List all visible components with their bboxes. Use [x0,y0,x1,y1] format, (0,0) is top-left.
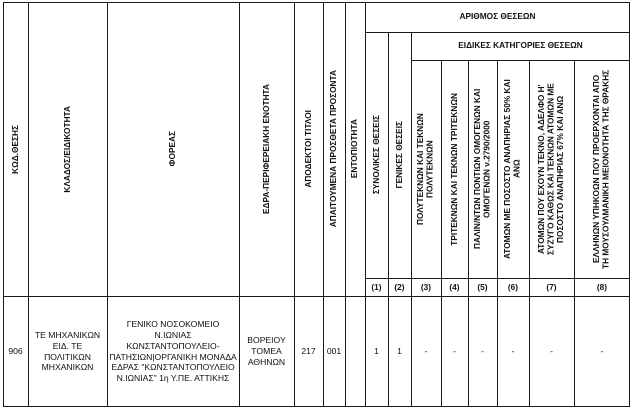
row-value-8: - [600,346,604,357]
header-cat-teknon-anapiria [529,60,574,278]
header-cat-thrakis-label: ΕΛΛΗΝΩΝ ΥΠΗΚΟΩΝ ΠΟΥ ΠΡΟΕΡΧΟΝΤΑΙ ΑΠΟ ΤΗ ΜΟΥΣΟΥΛΜΑΝΙΚΗ ΜΕΙΟΝΟΤΗΤΑ ΤΗΣ ΘΡΑΚΗΣ [591,69,611,269]
row-value-7: - [550,346,553,357]
row-value-2: 1 [397,346,402,357]
header-cat-polyteknon-label: ΠΟΛΥΤΕΚΝΩΝ ΚΑΙ ΤΕΚΝΩΝ ΠΟΛΥΤΕΚΝΩΝ [415,113,435,225]
header-cat-triteknon [441,60,468,278]
header-cat-polyteknon [411,60,441,278]
header-kod-thesis-label: ΚΩΔ.ΘΕΣΗΣ [9,124,20,174]
header-entopiotita-label: ΕΝΤΟΠΙΟΤΗΤΑ [349,119,360,179]
row-value-4: - [453,346,456,357]
header-genikes-label: ΓΕΝΙΚΕΣ ΘΕΣΕΙΣ [393,121,404,189]
header-cat-anapiria [497,60,529,278]
col-number-1: (1) [371,282,382,292]
col-number-6: (6) [507,282,519,292]
header-foreas [107,2,239,296]
col-number-4: (4) [449,282,460,292]
header-synolikes [365,32,388,278]
header-genikes [388,32,411,278]
header-cat-thrakis [574,60,630,278]
header-synolikes-label: ΣΥΝΟΛΙΚΕΣ ΘΕΣΕΙΣ [370,115,381,195]
header-kladas [28,2,107,296]
header-apodektoi-label: ΑΠΟΔΕΚΤΟΙ ΤΙΤΛΟΙ [302,110,313,188]
header-foreas-label: ΦΟΡΕΑΣ [167,131,178,167]
row-entopiotita [345,296,365,407]
row-apaitoumena: 001 [326,346,342,357]
col-number-8: (8) [596,282,608,292]
header-kladas-label: ΚΛΑΔΟΣ/ΕΙΔΙΚΟΤΗΤΑ [61,105,72,193]
col-number-7: (7) [546,282,557,292]
header-edra [239,2,294,296]
header-arithmos-theseon: ΑΡΙΘΜΟΣ ΘΕΣΕΩΝ [459,11,536,22]
header-cat-anapiria-label: ΑΤΟΜΩΝ ΜΕ ΠΟΣΟΣΤΟ ΑΝΑΠΗΡΙΑΣ 50% ΚΑΙ ΑΝΩ [502,79,522,259]
row-value-3: - [424,346,428,357]
positions-table [3,2,630,407]
header-apaitoumena [323,2,345,296]
row-kladas: ΤΕ ΜΗΧΑΝΙΚΩΝ ΕΙΔ. ΤΕ ΠΟΛΙΤΙΚΩΝ ΜΗΧΑΝΙΚΩΝ [34,330,101,373]
row-kod: 906 [8,346,23,357]
col-number-5: (5) [477,282,488,292]
col-number-3: (3) [420,282,432,292]
header-cat-palinostounton [468,60,497,278]
row-value-5: - [481,346,484,357]
header-kod-thesis [3,2,28,296]
row-value-6: - [511,346,515,357]
header-edra-label: ΕΔΡΑ-ΠΕΡΙΦΕΡΕΙΑΚΗ ΕΝΟΤΗΤΑ [260,83,271,214]
header-cat-palinostounton-label: ΠΑΛΙΝ/ΝΤΩΝ ΠΟΝΤΙΩΝ ΟΜΟΓΕΝΩΝ ΚΑΙ ΟΜΟΓΕΝΩΝ ν.2790/2000 [471,88,492,250]
col-number-2: (2) [394,282,405,292]
header-apaitoumena-label: ΑΠΑΙΤΟΥΜΕΝΑ ΠΡΟΣΘΕΤΑ ΠΡΟΣΟΝΤΑ [328,70,339,228]
row-value-1: 1 [374,346,379,357]
header-eidikes-katigories: ΕΙΔΙΚΕΣ ΚΑΤΗΓΟΡΙΕΣ ΘΕΣΕΩΝ [458,40,583,51]
row-foreas: ΓΕΝΙΚΟ ΝΟΣΟΚΟΜΕΙΟ Ν.ΙΩΝΙΑΣ ΚΩΝΣΤΑΝΤΟΠΟΥΛΕΙΟ-ΠΑΤΗΣΙΩΝ|ΟΡΓΑΝΙΚΗ ΜΟΝΑΔΑ ΕΔΡΑΣ "ΚΩΝΣΤΑΝΤΟΠΟΥΛΕΙΟ Ν.ΙΩΝΙΑΣ" 1η Υ.ΠΕ. ΑΤΤΙΚΗΣ [109,319,237,383]
header-entopiotita [345,2,365,296]
header-cat-triteknon-label: ΤΡΙΤΕΚΝΩΝ ΚΑΙ ΤΕΚΝΩΝ ΤΡΙΤΕΚΝΩΝ [448,92,459,246]
row-edra: ΒΟΡΕΙΟΥ ΤΟΜΕΑ ΑΘΗΝΩΝ [247,335,286,367]
header-cat-teknon-anapiria-label: ΑΤΟΜΩΝ ΠΟΥ ΕΧΟΥΝ ΤΕΚΝΟ, ΑΔΕΛΦΟ Η' ΣΥΖΥΓΟ ΚΑΘΩΣ ΚΑΙ ΤΕΚΝΩΝ ΑΤΟΜΩΝ ΜΕ ΠΟΣΟΣΤΟ ΑΝΑΠΗΡΙΑΣ 67% ΚΑΙ ΑΝΩ [536,83,566,255]
row-apodektoi: 217 [301,346,316,357]
header-apodektoi [294,2,323,296]
